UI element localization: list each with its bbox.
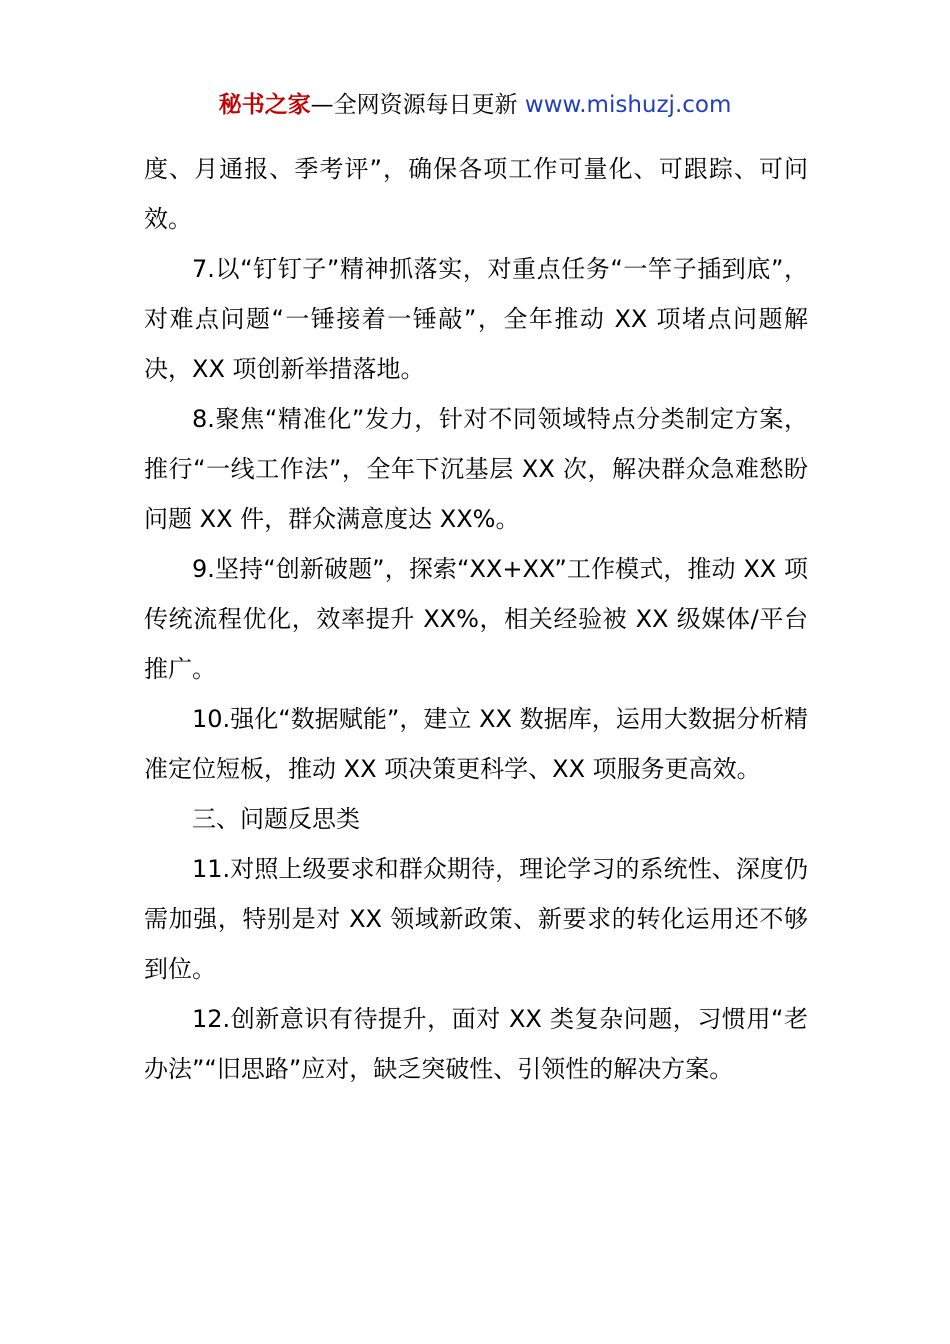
paragraph-item-9: 9.坚持“创新破题”，探索“XX+XX”工作模式，推动 XX 项传统流程优化，效率提升 XX%，相关经验被 XX 级媒体/平台推广。	[144, 555, 808, 683]
site-url-link[interactable]: www.mishuzj.com	[524, 92, 732, 118]
header-tagline: —全网资源每日更新	[310, 92, 525, 118]
paragraph-item-10: 10.强化“数据赋能”，建立 XX 数据库，运用大数据分析精准定位短板，推动 XX 项决策更科学、XX 项服务更高效。	[144, 705, 808, 783]
paragraph-item-8: 8.聚焦“精准化”发力，针对不同领域特点分类制定方案，推行“一线工作法”，全年下沉基层 XX 次，解决群众急难愁盼问题 XX 件，群众满意度达 XX%。	[144, 405, 808, 533]
section-heading: 三、问题反思类	[192, 805, 360, 833]
paragraph-item-11: 11.对照上级要求和群众期待，理论学习的系统性、深度仍需加强，特别是对 XX 领域新政策、新要求的转化运用还不够到位。	[144, 855, 808, 983]
paragraph-continuation: 度、月通报、季考评”，确保各项工作可量化、可跟踪、可问效。	[144, 155, 808, 233]
page-header	[0, 88, 950, 122]
paragraph-item-7: 7.以“钉钉子”精神抓落实，对重点任务“一竿子插到底”，对难点问题“一锤接着一锤敲”，全年推动 XX 项堵点问题解决，XX 项创新举措落地。	[144, 255, 808, 383]
paragraph-item-12: 12.创新意识有待提升，面对 XX 类复杂问题，习惯用“老办法”“旧思路”应对，缺乏突破性、引领性的解决方案。	[144, 1005, 808, 1083]
document-body	[144, 144, 808, 1094]
brand-name: 秘书之家	[218, 92, 311, 118]
